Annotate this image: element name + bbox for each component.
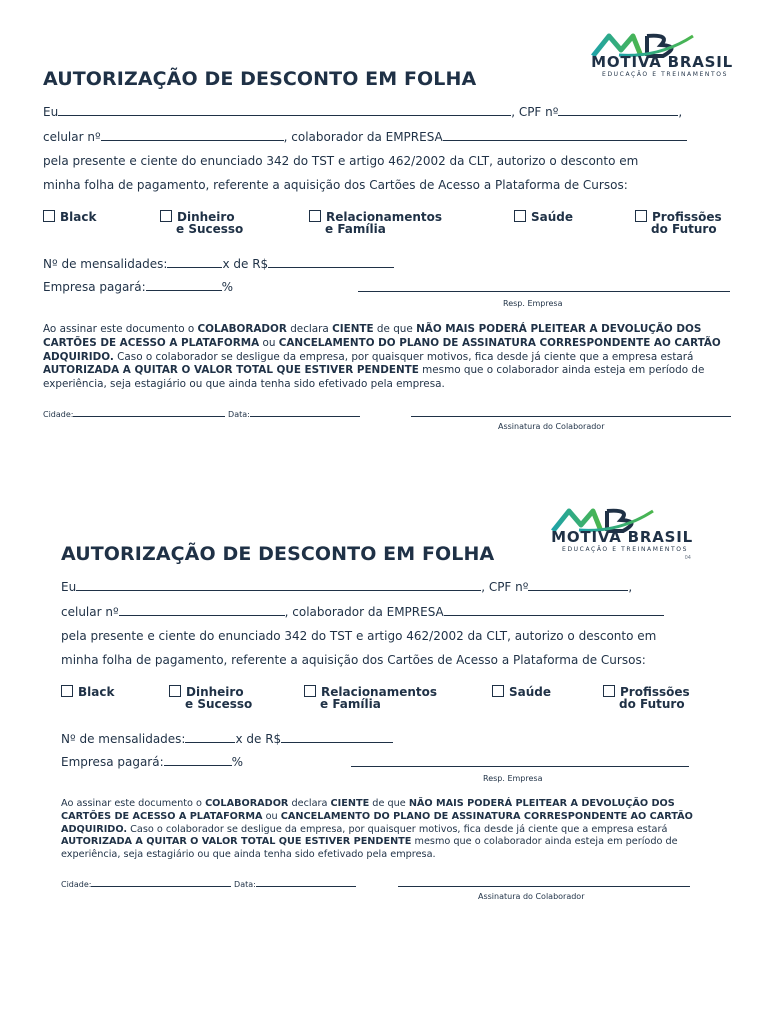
installments-line: Nº de mensalidades: x de R$ [43,256,733,271]
colaborador-label: , colaborador da EMPRESA [283,130,443,144]
checkbox[interactable] [169,685,181,697]
authorization-form-2 [61,515,693,908]
logo-tagline: EDUCAÇÃO E TREINAMENTOS [602,71,728,78]
collaborator-signature-caption: Assinatura do Colaborador [498,421,605,431]
option-dinheiro[interactable]: Dinheiro e Sucesso [160,210,243,235]
name-field[interactable] [58,104,511,116]
checkbox[interactable] [61,685,73,697]
logo-name: MOTIVA BRASIL [551,528,693,546]
city-field[interactable] [91,878,231,887]
motiva-brasil-logo [513,507,693,559]
page-marker: 04 [684,555,691,561]
checkbox[interactable] [309,210,321,222]
option-dinheiro[interactable]: Dinheiro e Sucesso [169,685,252,710]
collaborator-signature-line[interactable] [398,886,690,887]
option-saude[interactable]: Saúde [514,210,573,223]
signature-block: Cidade: Data: Assinatura do Colaborador [43,408,733,438]
checkbox[interactable] [160,210,172,222]
value-field[interactable] [281,731,393,743]
date-field[interactable] [256,878,356,887]
city-field[interactable] [73,408,225,417]
phone-company-line: celular nº , colaborador da EMPRESA [61,604,693,619]
option-relacionamentos[interactable]: Relacionamentos e Família [309,210,442,235]
card-options [61,685,693,719]
form-title: AUTORIZAÇÃO DE DESCONTO EM FOLHA [61,543,495,565]
checkbox[interactable] [304,685,316,697]
name-cpf-line: Eu , CPF nº , [43,105,683,119]
card-options [43,210,733,244]
company-percent-field[interactable] [164,754,232,766]
collaborator-signature-line[interactable] [411,416,731,417]
form-header [61,515,693,575]
name-cpf-line: Eu , CPF nº , [61,580,633,594]
celular-label: celular nº [43,130,101,144]
resp-empresa-caption: Resp. Empresa [483,774,543,783]
cpf-label: , CPF nº [511,105,559,119]
purpose-text-line: minha folha de pagamento, referente a aquisição dos Cartões de Acesso a Plataforma de Cursos: [43,178,628,192]
checkbox[interactable] [514,210,526,222]
phone-company-line [43,129,733,144]
authorization-form-1 [43,40,733,438]
installments-field[interactable] [185,731,235,743]
resp-empresa-signature-line[interactable] [351,766,689,767]
phone-field[interactable] [119,604,285,616]
checkbox[interactable] [43,210,55,222]
cpf-field[interactable] [528,579,628,591]
option-saude[interactable]: Saúde [492,685,551,698]
name-field[interactable] [76,579,481,591]
phone-field[interactable] [101,129,284,141]
installments-line: Nº de mensalidades: x de R$ [61,731,693,746]
terms-paragraph: Ao assinar este documento o COLABORADOR declara CIENTE de que NÃO MAIS PODERÁ PLEITEAR A DEVOLUÇÃO DOS CARTÕES DE ACESSO A PLATAFORMA ou CANCELAMENTO DO PLANO DE ASSINATURA CORRESPONDENTE AO CARTÃO ADQUIRIDO. Caso o colaborador se desligue da empresa, por quaisquer motivos, fica desde já ciente que a empresa estará AUTORIZADA A QUITAR O VALOR TOTAL QUE ESTIVER PENDENTE mesmo que o colaborador ainda esteja em período de experiência, seja estagiário ou que ainda tenha sido efetivado pela empresa. [61,798,693,861]
value-field[interactable] [268,256,394,268]
company-field[interactable] [443,129,687,141]
form-title: AUTORIZAÇÃO DE DESCONTO EM FOLHA [43,68,477,90]
resp-empresa-signature-line[interactable] [358,291,730,292]
motiva-brasil-logo [553,32,733,84]
option-black[interactable]: Black [43,210,96,223]
checkbox[interactable] [635,210,647,222]
logo-name: MOTIVA BRASIL [591,53,733,71]
form-header [43,40,733,100]
terms-paragraph: Ao assinar este documento o COLABORADOR declara CIENTE de que NÃO MAIS PODERÁ PLEITEAR A DEVOLUÇÃO DOS CARTÕES DE ACESSO A PLATAFORMA ou CANCELAMENTO DO PLANO DE ASSINATURA CORRESPONDENTE AO CARTÃO ADQUIRIDO. Caso o colaborador se desligue da empresa, por quaisquer motivos, fica desde já ciente que a empresa estará AUTORIZADA A QUITAR O VALOR TOTAL QUE ESTIVER PENDENTE mesmo que o colaborador ainda esteja em período de experiência, seja estagiário ou que ainda tenha sido efetivado pela empresa. [43,323,721,391]
checkbox[interactable] [603,685,615,697]
company-percent-field[interactable] [146,279,222,291]
legal-text-line: pela presente e ciente do enunciado 342 do TST e artigo 462/2002 da CLT, autorizo o desconto em [43,154,639,168]
resp-empresa-caption: Resp. Empresa [503,299,563,308]
company-pays-block: Empresa pagará: % Resp. Empresa [43,279,733,309]
company-field[interactable] [444,604,664,616]
cpf-field[interactable] [558,104,678,116]
installments-field[interactable] [167,256,222,268]
signature-block: Cidade: Data: Assinatura do Colaborador [61,878,693,908]
option-profissoes[interactable]: Profissões do Futuro [603,685,690,710]
purpose-text-line: minha folha de pagamento, referente a aquisição dos Cartões de Acesso a Plataforma de Cursos: [61,653,646,667]
company-pays-block: Empresa pagará: % Resp. Empresa [61,754,693,784]
eu-label: Eu [43,105,59,119]
option-profissoes[interactable]: Profissões do Futuro [635,210,722,235]
collaborator-signature-caption: Assinatura do Colaborador [478,891,585,901]
option-black[interactable]: Black [61,685,114,698]
logo-tagline: EDUCAÇÃO E TREINAMENTOS [562,546,688,553]
checkbox[interactable] [492,685,504,697]
option-relacionamentos[interactable]: Relacionamentos e Família [304,685,437,710]
legal-text-line: pela presente e ciente do enunciado 342 do TST e artigo 462/2002 da CLT, autorizo o desconto em [61,629,657,643]
date-field[interactable] [250,408,360,417]
